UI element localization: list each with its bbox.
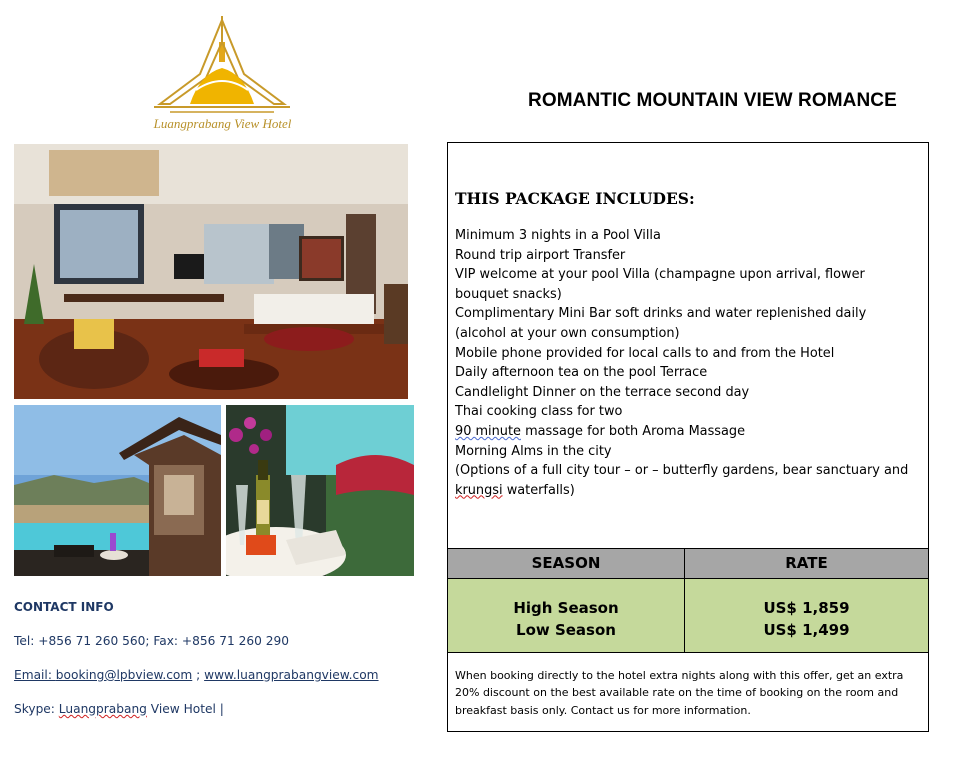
text-cursor: | <box>219 702 224 716</box>
list-item: Daily afternoon tea on the pool Terrace <box>455 365 708 381</box>
list-item: Round trip airport Transfer <box>455 247 626 263</box>
high-season-rate: US$ 1,859 <box>763 599 850 617</box>
list-item: Thai cooking class for two <box>455 404 623 420</box>
website-link[interactable]: www.luangprabangview.com <box>204 668 379 682</box>
contact-email-line <box>14 668 379 682</box>
email-label: Email: <box>14 668 56 682</box>
page-title: ROMANTIC MOUNTAIN VIEW ROMANCE <box>528 90 897 111</box>
rate-table-header <box>448 548 928 579</box>
list-item: Minimum 3 nights in a Pool Villa <box>455 228 661 243</box>
list-item: Mobile phone provided for local calls to and from the Hotel <box>455 345 835 361</box>
champagne-table-photo <box>226 405 414 576</box>
logo-text: Luangprabang View Hotel <box>153 116 292 131</box>
list-item: Morning Alms in the city <box>455 443 612 459</box>
email-link[interactable]: booking@lpbview.com <box>55 668 193 682</box>
rate-cell <box>685 579 928 652</box>
krungsi-word: krungsi <box>455 482 503 498</box>
high-season-label: High Season <box>513 599 619 617</box>
list-item: Candlelight Dinner on the terrace second day <box>455 384 750 400</box>
package-items-list <box>455 226 921 500</box>
low-season-rate: US$ 1,499 <box>763 621 850 639</box>
skype-name-rest: View Hotel <box>146 702 216 716</box>
list-item: Complimentary Mini Bar soft drinks and water replenished daily <box>455 306 867 322</box>
package-includes-heading: THIS PACKAGE INCLUDES: <box>455 189 695 208</box>
season-column-header: SEASON <box>448 549 685 578</box>
list-item <box>455 481 921 501</box>
low-season-label: Low Season <box>516 621 616 639</box>
package-includes-section <box>448 143 928 548</box>
booking-note: When booking directly to the hotel extra nights along with this offer, get an extra 20% discount on the best available rate on the time of booking on the room and breakfast basis only. Contact us for more information. <box>455 669 904 717</box>
list-item <box>455 422 921 442</box>
hotel-logo <box>140 12 305 137</box>
rate-table-body <box>448 579 928 653</box>
list-item: (Options of a full city tour – or – butterfly gardens, bear sanctuary and <box>455 463 909 479</box>
list-item: (alcohol at your own consumption) <box>455 325 680 341</box>
contact-phone-fax: Tel: +856 71 260 560; Fax: +856 71 260 290 <box>14 634 290 648</box>
massage-duration: 90 minute <box>455 423 521 439</box>
package-box <box>447 142 929 732</box>
villa-bedroom-photo <box>14 144 408 399</box>
pool-mountain-view-photo <box>14 405 221 576</box>
contact-heading: CONTACT INFO <box>14 600 114 614</box>
massage-text: massage for both Aroma Massage <box>525 423 746 439</box>
season-cell <box>448 579 685 652</box>
skype-label: Skype: <box>14 702 59 716</box>
link-separator: ; <box>192 668 205 682</box>
list-item: VIP welcome at your pool Villa (champagne upon arrival, flower <box>455 267 865 283</box>
list-item: bouquet snacks) <box>455 286 562 302</box>
skype-name-first: Luangprabang <box>58 702 147 716</box>
contact-skype-line <box>14 702 224 716</box>
rate-column-header: RATE <box>785 554 828 572</box>
stupa-logo-icon <box>140 12 305 117</box>
waterfalls-text: waterfalls) <box>502 482 575 498</box>
